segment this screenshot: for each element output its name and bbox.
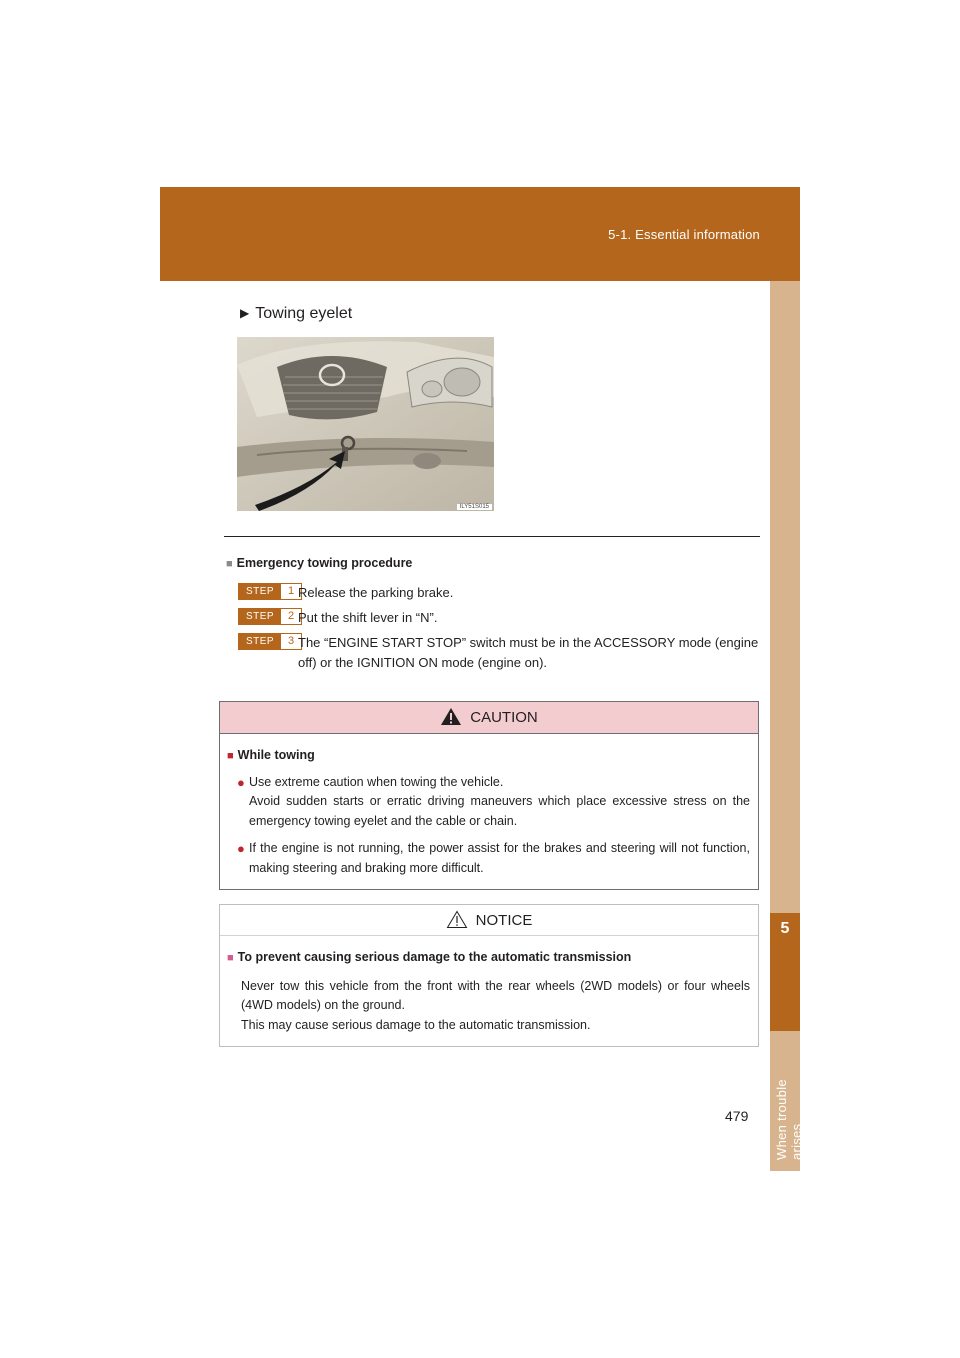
caution-bullet-line: If the engine is not running, the power assist for the brakes and steering will not function, making steering and braking more difficult. [249,841,750,875]
notice-title: NOTICE [475,911,533,929]
towing-eyelet-heading-text: Towing eyelet [255,305,353,322]
divider-rule [224,536,760,537]
square-bullet-icon: ■ [227,952,234,964]
header-band [160,187,800,281]
round-bullet-icon: ● [237,841,245,856]
warning-icon [440,707,462,730]
step-text: Put the shift lever in “N”. [298,610,438,625]
notice-box [219,904,759,1047]
notice-paragraph [227,977,750,1036]
notice-header [220,905,758,936]
step-badge-word: STEP [239,584,281,599]
towing-eyelet-heading [240,305,352,323]
triangle-right-icon: ▶ [240,306,250,320]
caution-bullet [227,839,750,878]
step-badge [238,583,302,600]
step-badge [238,608,302,625]
step-text: Release the parking brake. [298,585,454,600]
step-badge-number: 1 [287,585,295,597]
procedure-title-text: Emergency towing procedure [236,556,413,570]
notice-body [220,936,758,1035]
step-badge-word: STEP [239,634,281,649]
section-title: 5-1. Essential information [608,227,760,242]
notice-subheading [227,948,750,969]
square-bullet-icon: ■ [227,750,234,762]
step-badge [238,633,302,650]
step-badge-word: STEP [239,609,281,624]
step-badge-number: 3 [287,635,295,647]
notice-line: Never tow this vehicle from the front with the rear wheels (2WD models) or four wheels (4WD models) on the ground. [241,978,750,1012]
image-id-label: ILY51S015 [457,504,492,510]
warning-outline-icon [446,910,468,933]
step-text: The “ENGINE START STOP” switch must be in the ACCESSORY mode (engine off) or the IGNITION ON mode (engine on). [298,635,759,670]
caution-body [220,734,758,878]
square-bullet-icon: ■ [226,558,233,570]
caution-bullet-line: Avoid sudden starts or erratic driving maneuvers which place excessive stress on the emergency towing eyelet and the cable or chain. [249,794,750,828]
caution-bullet [227,773,750,832]
notice-line: This may cause serious damage to the automatic transmission. [241,1017,591,1032]
caution-title: CAUTION [470,709,538,726]
notice-subheading-text: To prevent causing serious damage to the automatic transmission [237,950,632,964]
chapter-label: When trouble arises [774,1079,804,1160]
car-front-illustration [237,337,494,511]
chapter-tab [770,281,804,1171]
procedure-title [226,556,412,570]
round-bullet-icon: ● [237,774,245,790]
caution-subheading-text: While towing [237,748,315,762]
chapter-number: 5 [780,920,790,937]
page-number: 479 [725,1108,749,1124]
caution-bullet-line: Use extreme caution when towing the vehicle. [249,774,504,789]
caution-subheading [227,746,750,767]
towing-eyelet-photo [237,337,494,511]
caution-box [219,701,759,890]
caution-header [220,702,758,734]
step-badge-number: 2 [287,610,295,622]
